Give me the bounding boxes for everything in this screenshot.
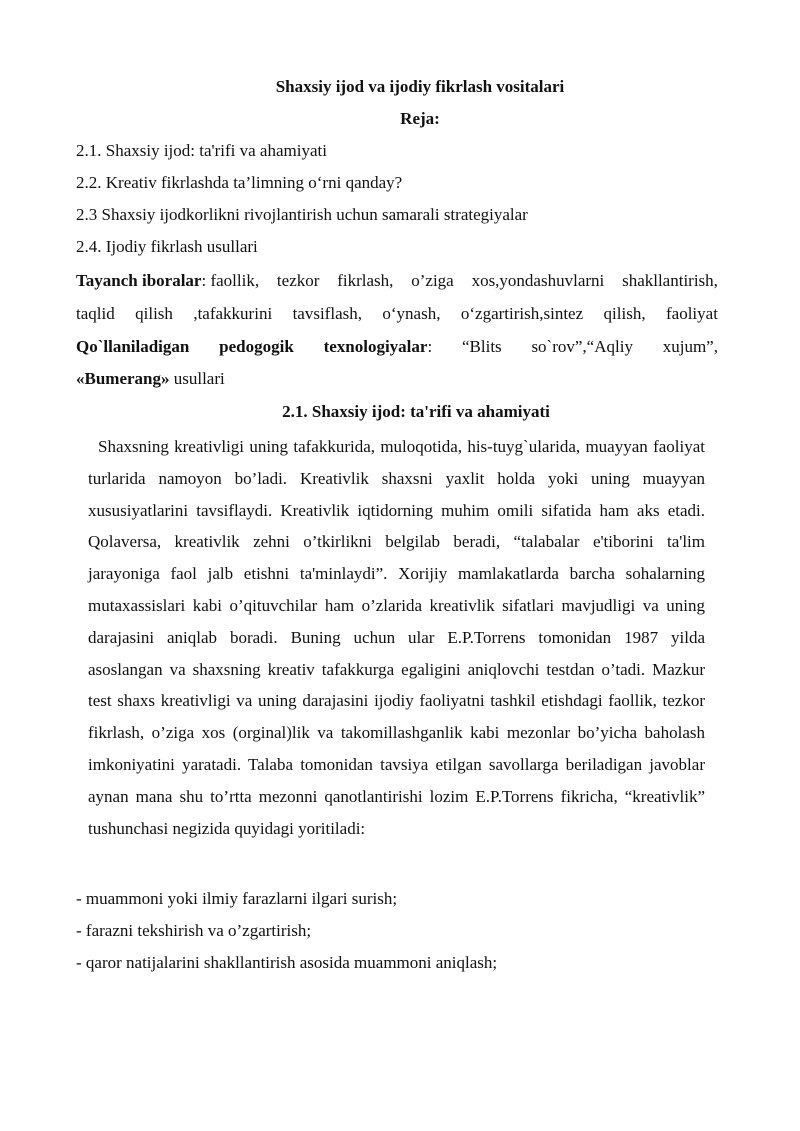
bumerang-label: «Bumerang» xyxy=(76,369,170,388)
plan-item: 2.1. Shaxsiy ijod: ta'rifi va ahamiyati xyxy=(76,141,327,160)
tech-segment xyxy=(219,337,294,357)
keyword-segment: faoliyat xyxy=(666,304,718,323)
tech-segment: so`rov”,“Aqliy xyxy=(531,337,633,356)
bullet-item: - muammoni yoki ilmiy farazlarni ilgari surish; xyxy=(76,889,398,908)
keyword-segment: Tayanch iboralar: faollik, xyxy=(76,271,260,290)
section-heading: 2.1. Shaxsiy ijod: ta'rifi va ahamiyati xyxy=(282,402,550,421)
keywords-line xyxy=(76,304,718,324)
keyword-segment: qilish, xyxy=(603,304,646,323)
keyword-segment: o’ziga xyxy=(411,271,454,290)
keyword-segment: xos,yondashuvlarni xyxy=(471,271,605,290)
bullet-item: - farazni tekshirish va o’zgartirish; xyxy=(76,921,312,940)
tech-label-word: pedogogik xyxy=(219,337,294,356)
tech-segment: texnologiyalar: xyxy=(323,337,433,356)
tech-label-word: Qo`llaniladigan xyxy=(76,337,190,356)
keyword-segment: tavsiflash, xyxy=(292,304,362,323)
bullet-item: - qaror natijalarini shakllantirish asosida muammoni aniqlash; xyxy=(76,953,498,972)
keyword-segment: o‘zgartirish,sintez xyxy=(460,304,584,323)
keyword-segment: qilish xyxy=(135,304,173,323)
keyword-segment: ,tafakkurini xyxy=(193,304,273,323)
keyword-segment: shakllantirish, xyxy=(622,271,718,290)
plan-item: 2.4. Ijodiy fikrlash usullari xyxy=(76,237,258,256)
tech-label-word: texnologiyalar xyxy=(323,337,428,356)
keyword-segment: o‘ynash, xyxy=(382,304,441,323)
plan-item: 2.3 Shaxsiy ijodkorlikni rivojlantirish uchun samarali strategiyalar xyxy=(76,205,528,224)
keyword-segment: fikrlash, xyxy=(337,271,394,290)
plan-item: 2.2. Kreativ fikrlashda ta’limning o‘rni qanday? xyxy=(76,173,403,192)
tech-segment: “Blits xyxy=(461,337,502,356)
keyword-segment: tezkor xyxy=(276,271,320,290)
body-paragraph: Shaxsning kreativligi uning tafakkurida, muloqotida, his-tuyg`ularida, muayyan faoliyat turlarida namoyon bo’ladi. Kreativlik shaxsni yaxlit holda yoki uning muayyan xususiyatlarini tavsiflaydi. Kreativlik iqtidorning muhim omili sifatida ham aks etadi. Qolaversa, kreativlik zehni o’tkirlikni belgilab beradi, “talabalar e'tiborini ta'lim jarayoniga faol jalb etishni ta'minlaydi”. Xorijiy mamlakatlarda barcha sohalarning mutaxassislari kabi o’qituvchilar ham o’zlarida kreativlik sifatlari mavjudligi va uning darajasini aniqlab boradi. Buning uchun ular E.P.Torrens tomonidan 1987 yilda asoslangan va shaxsning kreativ tafakkurga egaligini aniqlovchi testdan o’tadi. Mazkur test shaxs kreativligi va uning darajasini ijodiy faoliyatni tashkil etishdagi faollik, tezkor fikrlash, o’ziga xos (orginal)lik va takomillashganlik kabi mezonlar bo’yicha baholash imkoniyatini yaratadi. Talaba tomonidan tavsiya etilgan savollarga beriladigan javoblar aynan mana shu to’rtta mezonni qanotlantirishi lozim E.P.Torrens fikricha, “kreativlik” tushunchasi negizida quyidagi yoritiladi: xyxy=(88,437,705,838)
document-title: Shaxsiy ijod va ijodiy fikrlash vositalari xyxy=(275,77,565,96)
keywords-line xyxy=(76,271,718,291)
keywords-label: Tayanch iboralar xyxy=(76,271,202,290)
tech-tail: usullari xyxy=(169,369,225,388)
keyword-segment: taqlid xyxy=(76,304,115,323)
plan-heading: Reja: xyxy=(400,109,440,128)
technologies-line xyxy=(76,369,225,389)
tech-segment: xujum”, xyxy=(662,337,718,356)
technologies-line xyxy=(76,337,718,357)
tech-segment xyxy=(76,337,189,357)
